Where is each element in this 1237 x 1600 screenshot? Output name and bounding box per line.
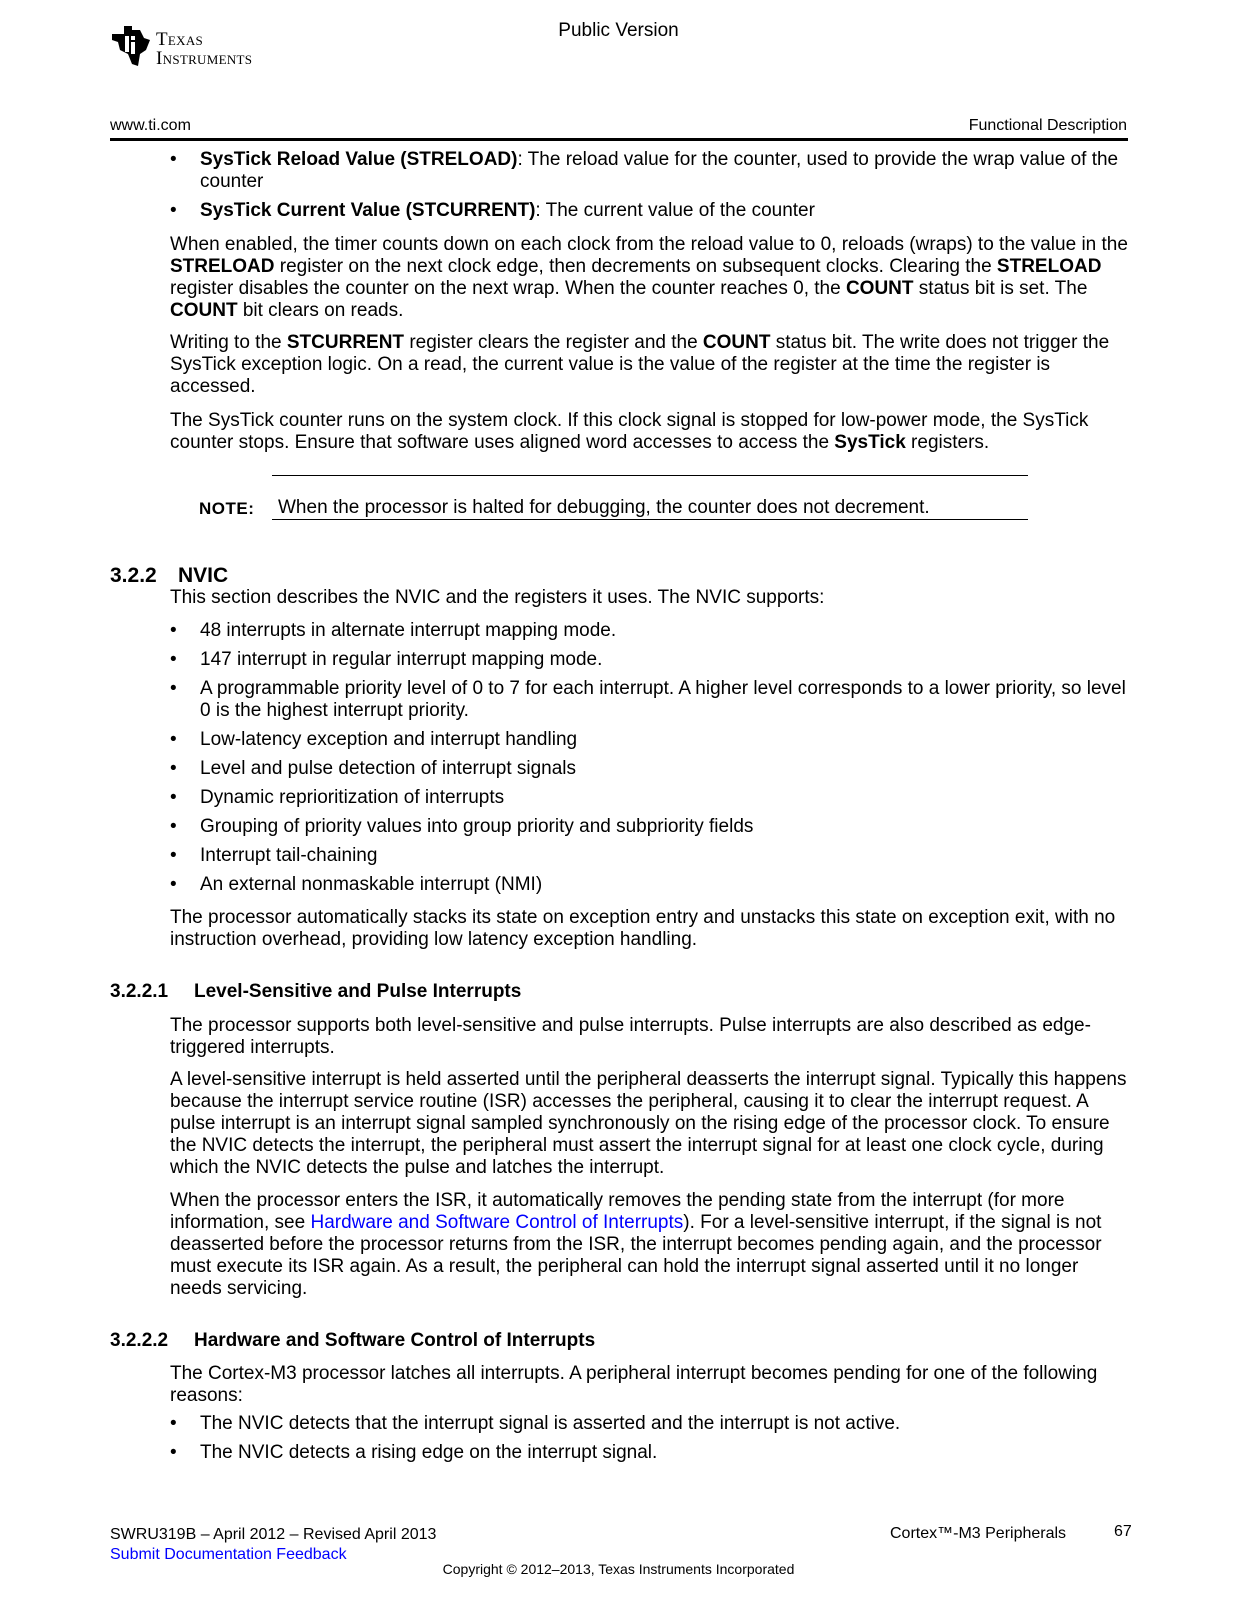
feedback-link[interactable]: Submit Documentation Feedback: [110, 1546, 347, 1563]
page-number: 67: [1114, 1523, 1132, 1540]
reg-name: SysTick: [834, 432, 906, 453]
bullet-dot: •: [170, 678, 177, 699]
copyright: Copyright © 2012–2013, Texas Instruments Incorporated: [442, 1561, 795, 1577]
bullet-bold: SysTick Reload Value (STRELOAD): [200, 149, 518, 170]
header-rule: [110, 138, 1128, 141]
list-item: [170, 758, 1130, 780]
bit-name: COUNT: [845, 278, 914, 299]
doc-id: SWRU319B – April 2012 – Revised April 2013: [110, 1526, 437, 1543]
bullet-dot: •: [170, 149, 177, 170]
para-write: [170, 332, 1130, 398]
bullet-text: : The current value of the counter: [535, 200, 815, 221]
list-item: [170, 620, 1130, 642]
bullet-dot: •: [170, 758, 177, 779]
section-title: Level-Sensitive and Pulse Interrupts: [194, 981, 522, 1002]
bullet-streload: [170, 149, 1130, 193]
bullet-text: 48 interrupts in alternate interrupt mapping mode.: [200, 620, 617, 641]
section-header: Functional Description: [968, 117, 1127, 134]
list-item: [170, 729, 1130, 751]
text: registers.: [905, 432, 990, 453]
bullet-dot: •: [170, 1413, 177, 1434]
logo-line2: Instruments: [156, 48, 253, 69]
bullet-dot: •: [170, 1442, 177, 1463]
list-item: [170, 874, 1130, 896]
logo-line1: Texas: [156, 29, 204, 50]
bullet-dot: •: [170, 649, 177, 670]
section-number: 3.2.2.1: [110, 981, 169, 1002]
list-item: [170, 1413, 1130, 1435]
text: The SysTick counter runs on the system clock. If this clock signal is stopped for low-power mode, the SysTick counter stops. Ensure that software uses aligned word accesses to access the: [170, 410, 1089, 453]
section-title: NVIC: [178, 564, 229, 587]
text: When enabled, the timer counts down on each clock from the reload value to 0, reloads (wraps) to the value in the: [170, 234, 1128, 255]
note-rule-bottom: [272, 519, 1028, 520]
bullet-text: The NVIC detects that the interrupt signal is asserted and the interrupt is not active.: [200, 1413, 901, 1434]
reg-name: STCURRENT: [286, 332, 405, 353]
reg-name: STRELOAD: [996, 256, 1102, 277]
text: status bit is set. The: [913, 278, 1088, 299]
bullet-text: 147 interrupt in regular interrupt mapping mode.: [200, 649, 603, 670]
bullet-bold: SysTick Current Value (STCURRENT): [200, 200, 536, 221]
bullet-dot: •: [170, 787, 177, 808]
bullet-dot: •: [170, 845, 177, 866]
text: bit clears on reads.: [237, 300, 404, 321]
hw-para1: The Cortex-M3 processor latches all interrupts. A peripheral interrupt becomes pending for one of the following reasons:: [170, 1363, 1098, 1406]
public-version: Public Version: [558, 20, 679, 41]
bullet-dot: •: [170, 729, 177, 750]
section-heading-level-sensitive: [110, 981, 521, 1003]
level-para3: [170, 1190, 1130, 1300]
nvic-intro: This section describes the NVIC and the registers it uses. The NVIC supports:: [170, 587, 825, 608]
para-timer: [170, 234, 1130, 322]
bit-name: COUNT: [170, 300, 238, 321]
bullet-text: A programmable priority level of 0 to 7 for each interrupt. A higher level corresponds to a lower priority, so level 0 is the highest interrupt priority.: [200, 678, 1126, 721]
section-heading-hw-sw-control: [110, 1330, 595, 1352]
text: register on the next clock edge, then decrements on subsequent clocks. Clearing the: [274, 256, 997, 277]
bullet-text: Grouping of priority values into group priority and subpriority fields: [200, 816, 754, 837]
note-rule-top: [272, 475, 1028, 476]
text: When the processor enters the ISR, it automatically removes the pending state from the interrupt (for more information, see: [170, 1190, 1065, 1233]
chapter-name: Cortex™-M3 Peripherals: [890, 1525, 1067, 1542]
bullet-text: Dynamic reprioritization of interrupts: [200, 787, 505, 808]
bullet-dot: •: [170, 200, 177, 221]
level-para1: The processor supports both level-sensitive and pulse interrupts. Pulse interrupts are also described as edge-triggered interrupts.: [170, 1015, 1091, 1058]
text: register clears the register and the: [404, 332, 703, 353]
para-clock: [170, 410, 1130, 454]
text: status bit. The write does not trigger the SysTick exception logic. On a read, the current value is the value of the register at the time the register is accessed.: [170, 332, 1110, 397]
list-item: [170, 845, 1130, 867]
list-item: [170, 1442, 1130, 1464]
section-heading-nvic: [110, 564, 228, 588]
bullet-stcurrent: [170, 200, 1130, 222]
list-item: [170, 678, 1130, 722]
text: register disables the counter on the next wrap. When the counter reaches 0, the: [170, 278, 846, 299]
bullet-dot: •: [170, 620, 177, 641]
section-number: 3.2.2: [110, 564, 157, 587]
list-item: [170, 816, 1130, 838]
bullet-dot: •: [170, 874, 177, 895]
section-title: Hardware and Software Control of Interrupts: [194, 1330, 596, 1351]
section-number: 3.2.2.2: [110, 1330, 169, 1351]
bullet-text: Interrupt tail-chaining: [200, 845, 378, 866]
level-para2: A level-sensitive interrupt is held asserted until the peripheral deasserts the interrupt signal. Typically this happens because the interrupt service routine (ISR) accesses the peripheral, causing it to clear the interrupt request. A pulse interrupt is an interrupt signal sampled synchronously on the rising edge of the processor clock. To ensure the NVIC detects the interrupt, the peripheral must assert the interrupt signal for at least one clock cycle, during which the NVIC detects the pulse and latches the interrupt.: [170, 1069, 1127, 1178]
text: ). For a level-sensitive interrupt, if the signal is not deasserted before the processor returns from the ISR, the interrupt becomes pending again, and the processor must execute its ISR again. As a result, the peripheral can hold the interrupt signal asserted until it no longer needs servicing.: [170, 1212, 1102, 1299]
bit-name: COUNT: [702, 332, 771, 353]
text: Writing to the: [170, 332, 287, 353]
bullet-text: : The reload value for the counter, used to provide the wrap value of the counter: [200, 149, 1119, 192]
reg-name: STRELOAD: [170, 256, 275, 277]
bullet-text: Low-latency exception and interrupt handling: [200, 729, 578, 750]
site-url[interactable]: www.ti.com: [110, 117, 191, 134]
note-label: NOTE:: [199, 499, 255, 518]
bullet-text: The NVIC detects a rising edge on the interrupt signal.: [200, 1442, 658, 1463]
bullet-dot: •: [170, 816, 177, 837]
list-item: [170, 787, 1130, 809]
bullet-text: An external nonmaskable interrupt (NMI): [200, 874, 543, 895]
note-text: When the processor is halted for debugging, the counter does not decrement.: [278, 497, 930, 518]
footer-left: [110, 1525, 436, 1565]
bullet-text: Level and pulse detection of interrupt signals: [200, 758, 577, 779]
nvic-outro: The processor automatically stacks its state on exception entry and unstacks this state on exception exit, with no instruction overhead, providing low latency exception handling.: [170, 907, 1116, 950]
cross-reference-link[interactable]: Hardware and Software Control of Interrupts: [310, 1212, 684, 1233]
list-item: [170, 649, 1130, 671]
